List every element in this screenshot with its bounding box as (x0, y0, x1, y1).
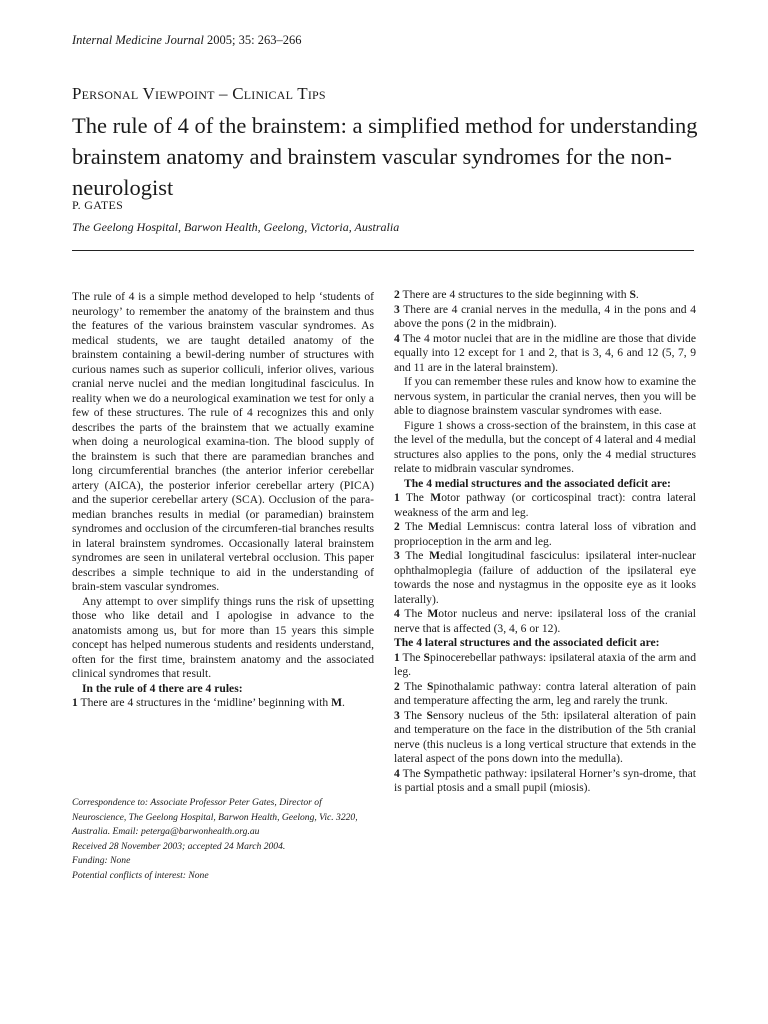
item-letter: M (427, 607, 439, 620)
item-number: 3 (394, 549, 400, 562)
item-number: 4 (394, 607, 400, 620)
rule-3 (394, 303, 696, 332)
lateral-item-2 (394, 680, 696, 709)
disclaimer-paragraph: Any attempt to over simplify things runs the risk of upsetting those who like detail and I apologise in advance to the anatomists among us, but for more than 15 years this simple concept has helped numerous students and residents understand, often for the first time, brainstem anatomy and the associated clinical syndromes that result. (72, 594, 374, 680)
rule-number: 3 (394, 302, 400, 316)
item-text: pinothalamic pathway: contra lateral alteration of pain and temperature affecting the arm, leg and rarely the trunk. (394, 679, 696, 707)
lateral-item-4 (394, 767, 696, 796)
remember-paragraph: If you can remember these rules and know how to examine the nervous system, in particular the cranial nerves, then you will be able to diagnose brainstem vascular syndromes with ease. (394, 375, 696, 417)
funding-note: Funding: None (72, 855, 131, 866)
left-column (72, 290, 374, 711)
item-prefix: The (399, 607, 428, 620)
rule-number: 1 (72, 696, 78, 709)
medial-heading: The 4 medial structures and the associated deficit are: (404, 476, 671, 490)
medial-item-1 (394, 491, 696, 520)
item-text: ympathetic pathway: ipsilateral Horner’s syn-drome, that is partial ptosis and a small pupil (miosis). (394, 766, 696, 794)
intro-paragraph: The rule of 4 is a simple method developed to help ‘students of neurology’ to remember the anatomy of the brainstem and thus the features of the various brainstem vascular syndromes. As medical students, we are taught detailed anatomy of the brainstem containing a bewil-dering number of structures with curious names such as superior colliculi, inferior olives, various cranial nerve nuclei and the median longitudinal fasciculus. In reality when we do a neurological examination we test for only a few of these structures. The rule of 4 recognizes this and only describes the parts of the brainstem that we actually examine when doing a neurological examina-tion. The blood supply of the brainstem is such that there are paramedian branches and long circumferential branches (the anterior inferior cerebellar artery (AICA), the posterior inferior cerebellar artery (PICA) and the superior cerebellar artery (SCA). Occlusion of the para-median branches results in medial (or paramedian) brainstem syndromes and occlusion of the circumferen-tial branches results in lateral brainstem syndromes. Occasionally lateral brainstem syndromes are seen in unilateral vertebral occlusion. This paper describes a simple technique to aid in the understanding of brain-stem vascular syndromes. (72, 290, 374, 593)
item-letter: M (430, 491, 442, 504)
rule-1 (72, 696, 374, 711)
rule-text: There are 4 structures to the side beginning with (399, 288, 630, 301)
rule-end: . (635, 288, 639, 301)
journal-name: Internal Medicine Journal (72, 33, 204, 47)
item-text: otor nucleus and nerve: ipsilateral loss of the cranial nerve that is affected (3, 4, 6 or 12). (394, 607, 696, 635)
journal-volume: 2005; 35: 263–266 (203, 33, 302, 47)
author-affiliation: The Geelong Hospital, Barwon Health, Geelong, Victoria, Australia (72, 220, 400, 234)
conflicts-note: Potential conflicts of interest: None (72, 869, 209, 881)
item-prefix: The (399, 549, 430, 562)
rule-letter: S (629, 288, 636, 301)
rule-end: . (342, 696, 345, 709)
item-letter: S (426, 708, 433, 722)
item-prefix: The (399, 650, 424, 664)
medial-item-4 (394, 607, 696, 636)
item-number: 2 (394, 520, 400, 533)
lateral-item-1 (394, 651, 696, 680)
rule-number: 4 (394, 331, 400, 345)
rule-2 (394, 288, 696, 303)
item-letter: M (428, 520, 440, 533)
item-letter: S (423, 650, 430, 664)
lateral-item-3 (394, 709, 696, 767)
medial-item-3 (394, 549, 696, 607)
item-number: 2 (394, 679, 400, 693)
item-letter: S (427, 679, 434, 693)
rules-heading: In the rule of 4 there are 4 rules: (82, 681, 243, 695)
rule-text: There are 4 cranial nerves in the medulla, 4 in the pons and 4 above the pons (2 in the midbrain). (394, 302, 696, 330)
item-text: ensory nucleus of the 5th: ipsilateral alteration of pain and temperature on the face in the distribution of the 5th cranial nerve (this nucleus is a long vertical structure that extends in the lateral aspect of the pons down into the medulla). (394, 708, 696, 765)
journal-citation (72, 33, 302, 48)
item-text: otor pathway (or corticospinal tract): contra lateral weakness of the arm and leg. (394, 491, 696, 519)
rule-4 (394, 332, 696, 376)
footnotes (72, 796, 374, 883)
section-label: Personal Viewpoint – Clinical Tips (72, 84, 326, 103)
item-letter: S (423, 766, 431, 780)
correspondence-note: Correspondence to: Associate Professor Peter Gates, Director of Neuroscience, The Geelong Hospital, Barwon Health, Geelong, Vic. 3220, Australia. Email: peterga@barwonhealth.org.au (72, 797, 358, 837)
item-prefix: The (399, 679, 428, 693)
item-text: edial longitudinal fasciculus: ipsilateral inter-nuclear ophthalmoplegia (failure of adduction of the ipsilateral eye towards the nose and nystagmus in the opposite eye as it looks laterally). (394, 549, 696, 606)
rule-number: 2 (394, 288, 400, 301)
item-text: pinocerebellar pathways: ipsilateral ataxia of the arm and leg. (394, 650, 696, 678)
medial-item-2 (394, 520, 696, 549)
header-divider (72, 250, 694, 251)
rule-text: The 4 motor nuclei that are in the midline are those that divide equally into 12 except for 1 and 2, that is 3, 4, 6 and 12 (5, 7, 9 and 11 are in the lateral brainstem). (394, 331, 696, 374)
item-prefix: The (399, 766, 424, 780)
item-number: 1 (394, 650, 400, 664)
author-name: P. GATES (72, 198, 124, 212)
right-column (394, 288, 696, 796)
item-prefix: The (399, 520, 429, 533)
medial-structures-list (394, 491, 696, 636)
article-title: The rule of 4 of the brainstem: a simplified method for understanding brainstem anatomy and brainstem vascular syndromes for the non-neurologist (72, 113, 698, 200)
lateral-heading: The 4 lateral structures and the associated deficit are: (394, 636, 660, 649)
figure-paragraph: Figure 1 shows a cross-section of the brainstem, in this case at the level of the medulla, but the concept of 4 lateral and 4 medial structures also applies to the pons, only the 4 medial structures relate to midbrain vascular syndromes. (394, 418, 696, 475)
lateral-structures-list (394, 651, 696, 796)
item-prefix: The (399, 708, 427, 722)
rule-text: There are 4 structures in the ‘midline’ beginning with (77, 696, 332, 709)
item-number: 1 (394, 491, 400, 504)
rule-letter: M (331, 696, 343, 709)
item-letter: M (429, 549, 441, 562)
item-text: edial Lemniscus: contra lateral loss of vibration and proprioception in the arm and leg. (394, 520, 696, 548)
item-number: 4 (394, 766, 400, 780)
received-note: Received 28 November 2003; accepted 24 March 2004. (72, 840, 286, 852)
item-number: 3 (394, 708, 400, 722)
item-prefix: The (399, 491, 431, 504)
